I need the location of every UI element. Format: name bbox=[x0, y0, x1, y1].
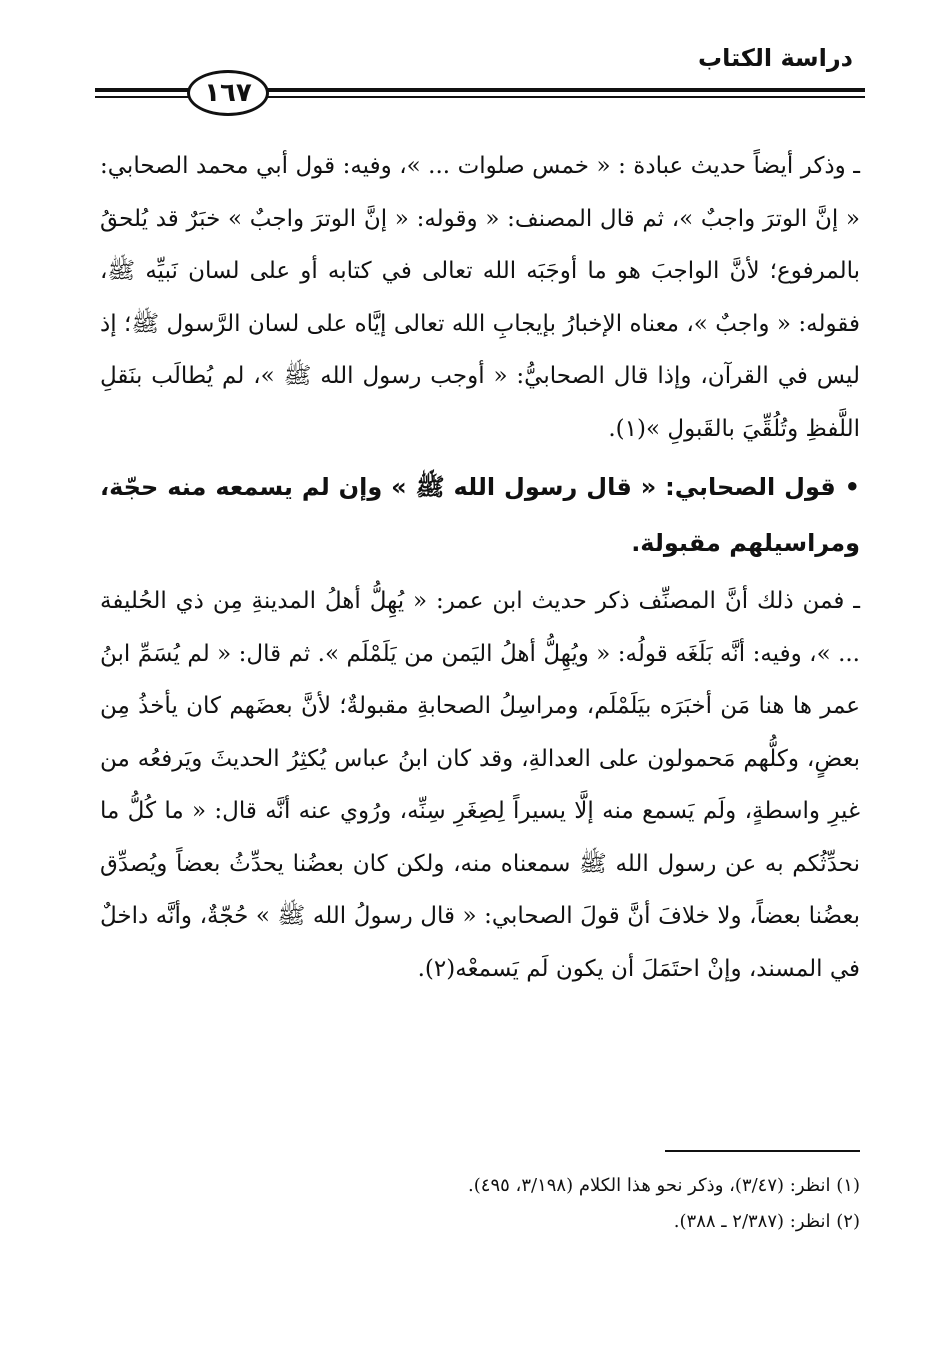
page-body bbox=[100, 140, 860, 995]
footnote-separator bbox=[665, 1150, 860, 1152]
running-title: دراسة الكتاب bbox=[698, 44, 853, 72]
page-header bbox=[95, 40, 865, 130]
paragraph-2: ـ فمن ذلك أنَّ المصنِّف ذكر حديث ابن عمر: « يُهِلُّ أهلُ المدينةِ مِن ذي الحُليفة ... »، وفيه: أنَّه بَلَغَه قولُه: « ويُهِلُّ أهلُ اليَمن من يَلَمْلَم ». ثم قال: « لم يُسَمِّ ابنُ عمر ها هنا مَن أخبَرَه بيَلَمْلَم، ومراسِلُ الصحابةِ مقبولةٌ؛ لأنَّ بعضَهم كان يأخذُ مِن بعضٍ، وكلُّهم مَحمولون على العدالةِ، وقد كان ابنُ عباس يُكثِرُ الحديثَ ويَرفعُه من غيرِ واسطةٍ، ولَم يَسمع منه إلَّا يسيراً لِصِغَرِ سِنِّه، ورُوي عنه أنَّه قال: « ما كُلُّ ما نحدِّثُكم به عن رسول الله ﷺ سمعناه منه، ولكن كان بعضُنا يحدِّثُ بعضاً ويُصدِّق بعضُنا بعضاً، ولا خلافَ أنَّ قولَ الصحابي: « قال رسولُ الله ﷺ » حُجّةٌ، وأنَّه داخلٌ في المسند، وإنْ احتَمَلَ أن يكون لَم يَسمعْه(٢). bbox=[100, 588, 860, 982]
footnotes bbox=[100, 1168, 860, 1240]
paragraph-1: ـ وذكر أيضاً حديث عبادة : « خمس صلوات ... »، وفيه: قول أبي محمد الصحابي: « إنَّ الوترَ واجبٌ »، ثم قال المصنف: « وقوله: « إنَّ الوترَ واجبٌ » خبَرٌ قد يُلحقُ بالمرفوع؛ لأنَّ الواجبَ هو ما أوجَبَه الله تعالى في كتابه أو على لسان نَبيِّه ﷺ، فقوله: « واجبٌ »، معناه الإخبارُ بإيجابِ الله تعالى إيَّاه على لسان الرَّسول ﷺ؛ إذ ليس في القرآن، وإذا قال الصحابيُّ: « أوجب رسول الله ﷺ »، لم يُطالَب بنَقلِ اللَّفظِ وتُلُقِّيَ بالقَبولِ »(١). bbox=[100, 153, 860, 442]
section-heading: • قول الصحابي: « قال رسول الله ﷺ » وإن لم يسمعه منه حجّة، ومراسيلهم مقبولة. bbox=[100, 473, 860, 557]
footnote-1: (١) انظر: (٣/٤٧)، وذكر نحو هذا الكلام (٣/١٩٨، ٤٩٥). bbox=[468, 1175, 860, 1196]
page-number: ١٦٧ bbox=[187, 70, 269, 116]
footnote-2: (٢) انظر: (٢/٣٨٧ ـ ٣٨٨). bbox=[673, 1211, 860, 1232]
